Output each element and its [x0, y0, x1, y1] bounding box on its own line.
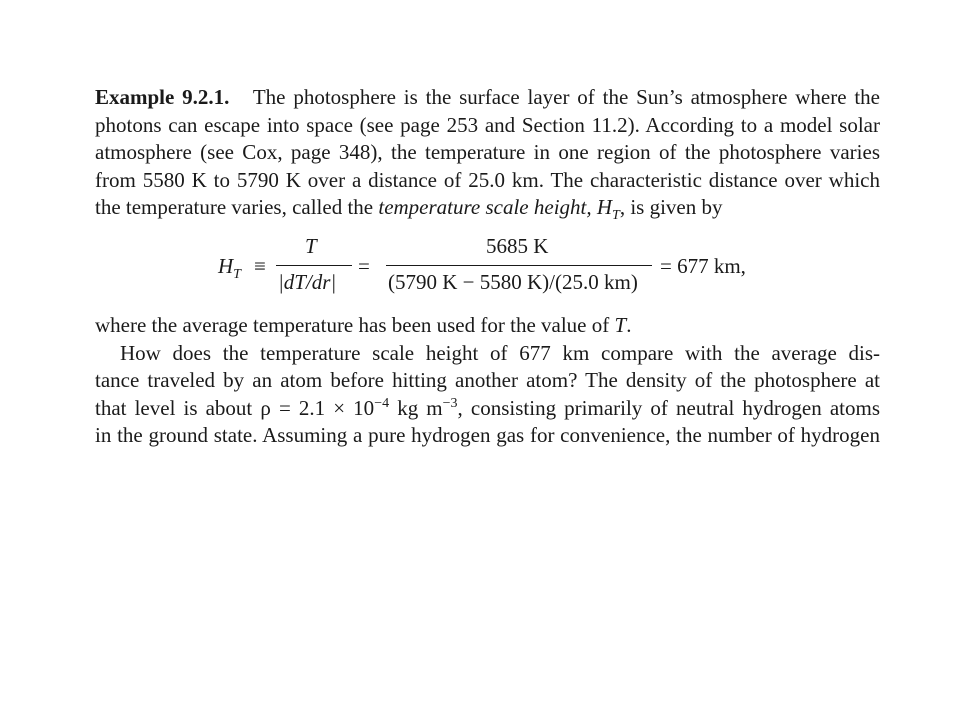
example-line-5-a: the temperature varies, called the: [95, 195, 374, 219]
after-line-1-end: .: [626, 313, 632, 337]
after-line-2: How does the temperature scale height of 677 km compare with the average dis-: [120, 340, 880, 365]
equation-lhs-symbol: H: [218, 254, 234, 278]
example-label: Example 9.2.1.: [95, 85, 230, 109]
fraction1-bar: [276, 265, 352, 266]
fraction2-numerator: 5685 K: [486, 234, 549, 258]
fraction2-denominator: (5790 K − 5580 K)/(25.0 km): [388, 270, 638, 294]
after-line-1-text: where the average temperature has been used for the value of: [95, 313, 610, 337]
example-line-5: [95, 194, 885, 222]
fraction1-numerator: T: [305, 234, 317, 258]
example-line-1: [95, 84, 880, 112]
example-line-5-sub: T: [612, 208, 620, 224]
after-line-4-sup2: −3: [442, 395, 458, 411]
after-line-1: [95, 312, 885, 340]
equation-result: = 677 km,: [660, 254, 746, 278]
example-paragraph: [95, 84, 885, 222]
scale-height-equation: [218, 234, 778, 296]
example-line-5-c: , is given by: [619, 195, 723, 219]
after-line-4-c: , consisting primarily of neutral hydrogen atoms: [457, 395, 880, 420]
after-line-4-a: that level is about ρ = 2.1 × 10: [95, 395, 375, 420]
fraction2-bar: [386, 265, 652, 266]
example-line-3: atmosphere (see Cox, page 348), the temperature in one region of the photosphere varies: [95, 140, 880, 164]
after-line-4: [95, 395, 880, 423]
equation-lhs-sub: T: [233, 267, 241, 283]
equation-equals-1: =: [358, 254, 370, 278]
example-line-1-text: The photosphere is the surface layer of the Sun’s atmosphere where the: [252, 85, 880, 109]
after-line-3: tance traveled by an atom before hitting another atom? The density of the photosphere at: [95, 368, 880, 392]
after-line-1-var: T: [614, 313, 627, 337]
term-temperature-scale-height: temperature scale height: [378, 195, 587, 219]
question-paragraph: [95, 312, 885, 450]
after-line-5: in the ground state. Assuming a pure hydrogen gas for convenience, the number of hydrogen: [95, 423, 880, 447]
after-line-4-sup1: −4: [374, 395, 390, 411]
example-line-2: photons can escape into space (see page 253 and Section 11.2). According to a model solar: [95, 112, 880, 137]
equation-equiv: ≡: [254, 254, 266, 278]
equation-lhs: [218, 254, 241, 283]
example-line-4: from 5580 K to 5790 K over a distance of 25.0 km. The characteristic distance over which: [95, 167, 880, 192]
fraction1-denominator: |dT/dr|: [278, 270, 337, 294]
example-line-5-var: , H: [586, 195, 613, 219]
after-line-4-b: kg m: [389, 395, 443, 420]
